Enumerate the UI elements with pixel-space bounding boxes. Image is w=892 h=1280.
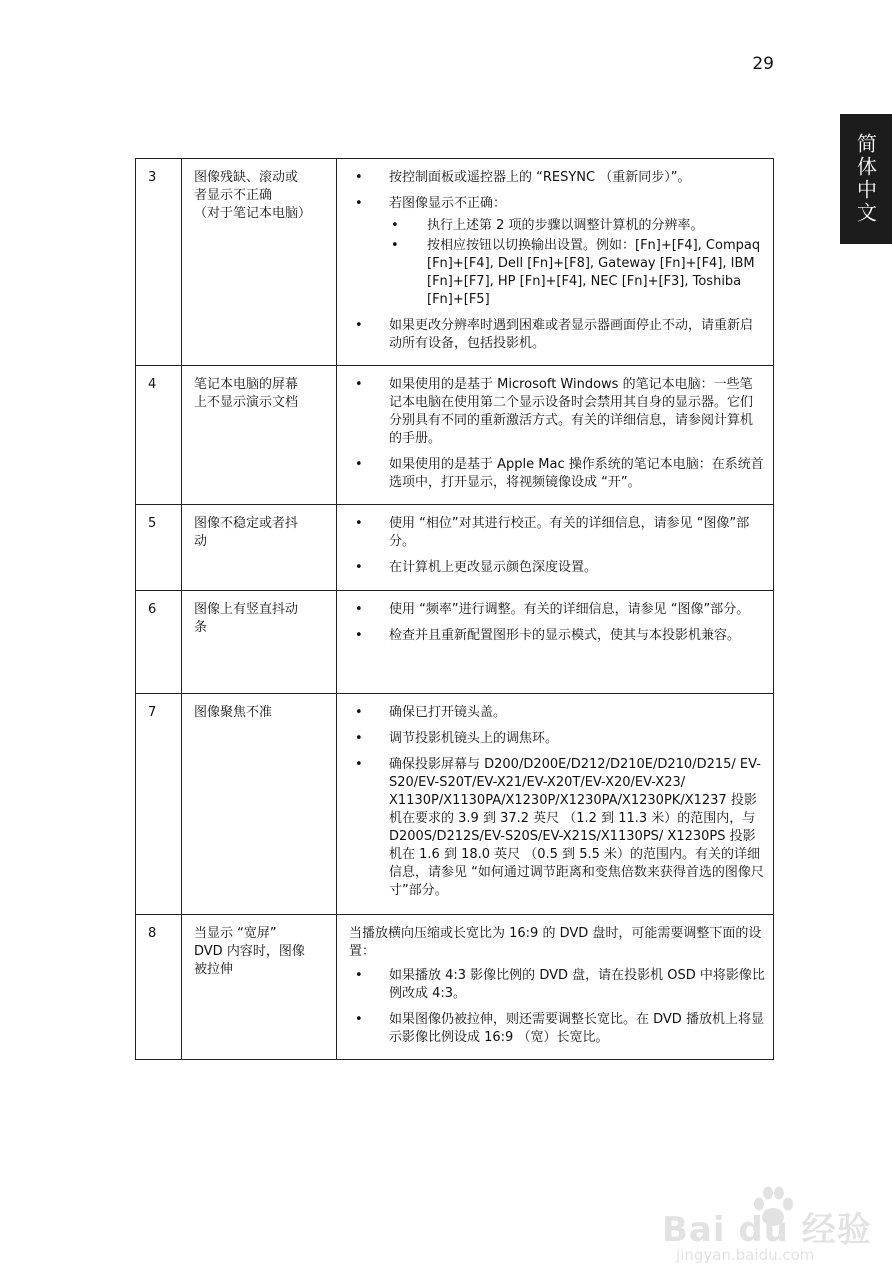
sub-solution-item: • 按相应按钮以切换输出设置。例如：[Fn]+[F4], Compaq [Fn]+[F4], Dell [Fn]+[F8], Gateway [Fn]+[F4], IBM [Fn]+[F7], HP [Fn]+[F4], NEC [Fn]+[F3], Toshiba [Fn]+[F5] — [389, 237, 765, 309]
problem-line: 条 — [194, 620, 208, 635]
solution-list — [349, 601, 765, 645]
solution-cell — [337, 159, 774, 366]
solution-item: • 如果更改分辨率时遇到困难或者显示器画面停止不动，请重新启动所有设备，包括投影机。 — [349, 317, 765, 353]
watermark-url: jingyan.baidu.com — [676, 1246, 815, 1264]
problem-line: 图像不稳定或者抖 — [194, 516, 299, 531]
sub-solution-list — [389, 217, 765, 309]
problem-line: DVD 内容时，图像 — [194, 944, 305, 959]
solution-item: • 使用 “频率”进行调整。有关的详细信息，请参见 “图像”部分。 — [349, 601, 765, 619]
problem-line: 当显示 “宽屏” — [194, 926, 277, 941]
baidu-watermark — [662, 1184, 872, 1264]
solution-intro: 当播放横向压缩或长宽比为 16:9 的 DVD 盘时，可能需要调整下面的设置： — [349, 926, 762, 959]
problem-line: 上不显示演示文档 — [194, 395, 299, 410]
solution-item: • 检查并且重新配置图形卡的显示模式，使其与本投影机兼容。 — [349, 627, 765, 645]
solution-list — [349, 169, 765, 353]
problem-cell — [182, 694, 337, 915]
solution-cell — [337, 366, 774, 505]
solution-item: • 如果播放 4:3 影像比例的 DVD 盘，请在投影机 OSD 中将影像比例改成 4:3。 — [349, 967, 765, 1003]
page-number: 29 — [752, 54, 774, 74]
row-number: 3 — [136, 159, 182, 366]
solution-list — [349, 704, 765, 900]
troubleshooting-table — [135, 158, 774, 1060]
table-row — [136, 591, 774, 694]
row-number: 7 — [136, 694, 182, 915]
language-tab-label: 简体中文 — [853, 133, 878, 225]
row-number: 5 — [136, 505, 182, 591]
solution-cell — [337, 505, 774, 591]
language-tab — [840, 114, 892, 244]
problem-cell — [182, 159, 337, 366]
row-number: 8 — [136, 915, 182, 1060]
solution-list — [349, 376, 765, 492]
problem-line: 动 — [194, 534, 208, 549]
solution-cell — [337, 694, 774, 915]
problem-cell — [182, 915, 337, 1060]
solution-list — [349, 515, 765, 577]
solution-item: • 调节投影机镜头上的调焦环。 — [349, 730, 765, 748]
solution-item: • 确保投影屏幕与 D200/D200E/D212/D210E/D210/D215/ EV-S20/EV-S20T/EV-X21/EV-X20T/EV-X20/EV-X23/ X1130P/X1130PA/X1230P/X1230PA/X1230PK/X1237 投影机在要求的 3.9 到 37.2 英尺 （1.2 到 11.3 米）的范围内，与 D200S/D212S/EV-S20S/EV-X21S/X1130PS/ X1230PS 投影机在 1.6 到 18.0 英尺 （0.5 到 5.5 米）的范围内。有关的详细信息，请参见 “如何通过调节距离和变焦倍数来获得首选的图像尺寸”部分。 — [349, 756, 765, 900]
solution-list — [349, 967, 765, 1047]
solution-item: • 在计算机上更改显示颜色深度设置。 — [349, 559, 765, 577]
problem-line: 图像聚焦不准 — [194, 705, 273, 720]
row-number: 4 — [136, 366, 182, 505]
solution-item: • 使用 “相位”对其进行校正。有关的详细信息，请参见 “图像”部分。 — [349, 515, 765, 551]
solution-item — [349, 195, 765, 309]
table-row — [136, 366, 774, 505]
problem-line: 被拉伸 — [194, 962, 234, 977]
table-row — [136, 915, 774, 1060]
solution-cell — [337, 591, 774, 694]
solution-item: • 确保已打开镜头盖。 — [349, 704, 765, 722]
solution-item: • 如果图像仍被拉伸，则还需要调整长宽比。在 DVD 播放机上将显示影像比例设成 16:9 （宽）长宽比。 — [349, 1011, 765, 1047]
table-row — [136, 159, 774, 366]
problem-line: 笔记本电脑的屏幕 — [194, 377, 299, 392]
problem-line: 者显示不正确 — [194, 188, 273, 203]
problem-line: 图像上有竖直抖动 — [194, 602, 299, 617]
sub-solution-item: • 执行上述第 2 项的步骤以调整计算机的分辨率。 — [389, 217, 765, 235]
row-number: 6 — [136, 591, 182, 694]
problem-cell — [182, 505, 337, 591]
table-row — [136, 505, 774, 591]
problem-line: （对于笔记本电脑） — [194, 206, 312, 221]
problem-cell — [182, 366, 337, 505]
solution-item: • 按控制面板或遥控器上的 “RESYNC （重新同步）”。 — [349, 169, 765, 187]
solution-item-text: 若图像显示不正确： — [389, 196, 507, 211]
solution-item: • 如果使用的是基于 Apple Mac 操作系统的笔记本电脑：在系统首选项中，打开显示，将视频镜像设成 “开”。 — [349, 456, 765, 492]
table-row — [136, 694, 774, 915]
solution-item: • 如果使用的是基于 Microsoft Windows 的笔记本电脑：一些笔记本电脑在使用第二个显示设备时会禁用其自身的显示器。它们分别具有不同的重新激活方式。有关的详细信息，请参阅计算机的手册。 — [349, 376, 765, 448]
watermark-logo: Bai du 经验 — [662, 1210, 872, 1250]
solution-cell — [337, 915, 774, 1060]
problem-line: 图像残缺、滚动或 — [194, 170, 299, 185]
problem-cell — [182, 591, 337, 694]
